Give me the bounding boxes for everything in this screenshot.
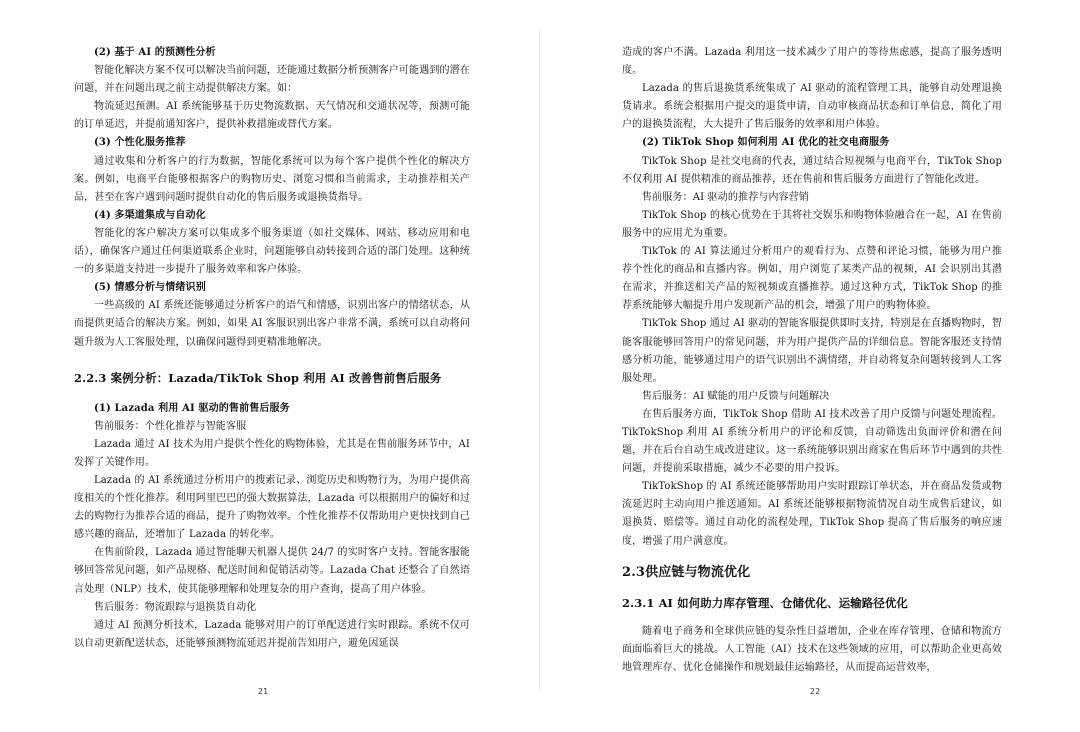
paragraph: TikTok Shop 的核心优势在于其将社交娱乐和购物体验融合在一起，AI 在售前服务中的应用尤为重要。 <box>622 209 1002 239</box>
paragraph: TikTok Shop 是社交电商的代表，通过结合短视频与电商平台，TikTok Shop 不仅利用 AI 提供精准的商品推荐，还在售前和售后服务方面进行了智能化改进。 <box>622 155 1002 185</box>
paragraph: TikTokShop 的 AI 系统还能够帮助用户实时跟踪订单状态，并在商品发货或物流延迟时主动向用户推送通知。AI 系统还能够根据物流情况自动生成售后建议，如退换货、赔偿等。通过自动化的流程处理，TikTok Shop 提高了售后服务的响应速度，增强了用户满意度。 <box>622 481 1002 547</box>
paragraph: 智能化的客户解决方案可以集成多个服务渠道（如社交媒体、网站、移动应用和电话），确保客户通过任何渠道联系企业时，问题能够自动转接到合适的部门处理。这种统一的多渠道支持进一步提升了服务效率和客户体验。 <box>74 227 470 276</box>
right-page-body <box>622 44 1002 677</box>
subheading-multichannel: (4) 多渠道集成与自动化 <box>94 209 206 221</box>
subheading-tiktok-shop: (2) TikTok Shop 如何利用 AI 优化的社交电商服务 <box>642 137 890 149</box>
paragraph: 售前服务：个性化推荐与智能客服 <box>94 420 247 432</box>
paragraph: 通过 AI 预测分析技术，Lazada 能够对用户的订单配送进行实时跟踪。系统不仅可以自动更新配送状态，还能够预测物流延迟并提前告知用户，避免因延误 <box>74 619 470 649</box>
paragraph: 智能化解决方案不仅可以解决当前问题，还能通过数据分析预测客户可能遇到的潜在问题，并在问题出现之前主动提供解决方案。如： <box>74 65 470 95</box>
subheading-lazada: (1) Lazada 利用 AI 驱动的售前售后服务 <box>94 402 290 414</box>
paragraph: 在售后服务方面，TikTok Shop 借助 AI 技术改善了用户反馈与问题处理流程。TikTokShop 利用 AI 系统分析用户的评论和反馈，自动筛选出负面评价和潜在问题，并在后台自动生成改进建议。这一系统能够识别出商家在售后环节中遇到的共性问题，并提前采取措施，减少不必要的用户投诉。 <box>622 408 1002 475</box>
page-number: 22 <box>810 687 821 696</box>
page-number: 21 <box>258 687 269 696</box>
paragraph: Lazada 通过 AI 技术为用户提供个性化的购物体验，尤其是在售前服务环节中，AI 发挥了关键作用。 <box>74 438 470 468</box>
section-heading-2-3-1: 2.3.1 AI 如何助力库存管理、仓储优化、运输路径优化 <box>622 595 908 610</box>
paragraph: 在售前阶段，Lazada 通过智能聊天机器人提供 24/7 的实时客户支持。智能客服能够回答常见问题，如产品规格、配送时间和促销活动等。Lazada Chat 还整合了自然语言处理（NLP）技术，使其能够理解和处理复杂的用户查询，提高了用户体验。 <box>74 547 470 595</box>
right-page <box>540 0 1080 732</box>
paragraph: 售后服务：AI 赋能的用户反馈与问题解决 <box>642 390 830 402</box>
paragraph: 售后服务：物流跟踪与退换货自动化 <box>94 601 257 613</box>
subheading-sentiment-analysis: (5) 情感分析与情绪识别 <box>94 282 206 294</box>
paragraph: 一些高级的 AI 系统还能够通过分析客户的语气和情感，识别出客户的情绪状态，从而提供更适合的解决方案。例如，如果 AI 客服识别出客户非常不满，系统可以自动将问题升级为人工客服处理，以确保问题得到更精准地解决。 <box>74 300 470 348</box>
paragraph: 售前服务：AI 驱动的推荐与内容营销 <box>642 191 810 203</box>
paragraph: TikTok 的 AI 算法通过分析用户的观看行为、点赞和评论习惯，能够为用户推荐个性化的商品和直播内容。例如，用户浏览了某类产品的视频，AI 会识别出其潜在需求，并推送相关产品的短视频或直播推荐。通过这种方式，TikTok Shop 的推荐系统能够大幅提升用户发现新产品的机会，增强了用户的购物体验。 <box>622 246 1002 312</box>
section-heading-2-2-3: 2.2.3 案例分析：Lazada/TikTok Shop 利用 AI 改善售前售后服务 <box>74 370 442 385</box>
paragraph: 通过收集和分析客户的行为数据，智能化系统可以为每个客户提供个性化的解决方案。例如，电商平台能够根据客户的购物历史、浏览习惯和当前需求，主动推荐相关产品，甚至在客户遇到问题时提供自动化的售后服务或退换货指导。 <box>74 155 470 203</box>
subheading-predictive-analysis: (2) 基于 AI 的预测性分析 <box>94 47 216 58</box>
paragraph-continued: 造成的客户不满。Lazada 利用这一技术减少了用户的等待焦虑感，提高了服务透明度。 <box>622 47 1002 77</box>
section-heading-2-3: 2.3供应链与物流优化 <box>622 564 751 580</box>
paragraph: Lazada 的 AI 系统通过分析用户的搜索记录、浏览历史和购物行为，为用户提供高度相关的个性化推荐。利用阿里巴巴的强大数据算法，Lazada 可以根据用户的偏好和过去的购物行为推荐合适的商品，提升了购物效率。个性化推荐不仅帮助用户更快找到自己感兴趣的商品，还增加了 Lazada 的转化率。 <box>74 474 470 541</box>
subheading-personalized-service: (3) 个性化服务推荐 <box>94 137 186 149</box>
paragraph: 随着电子商务和全球供应链的复杂性日益增加，企业在库存管理、仓储和物流方面面临着巨大的挑战。人工智能（AI）技术在这些领域的应用，可以帮助企业更高效地管理库存、优化仓储操作和规划最佳运输路径，从而提高运营效率， <box>622 625 1002 673</box>
paragraph: TikTok Shop 通过 AI 驱动的智能客服提供即时支持，特别是在直播购物时，智能客服能够回答用户的常见问题，并为用户提供产品的详细信息。智能客服还支持情感分析功能，能够通过用户的语气识别出不满情绪，并自动将复杂问题转接到人工客服处理。 <box>622 318 1002 384</box>
paragraph: 物流延迟预测。AI 系统能够基于历史物流数据、天气情况和交通状况等，预测可能的订单延迟，并提前通知客户，提供补救措施或替代方案。 <box>74 101 470 131</box>
left-page-body <box>74 44 470 653</box>
paragraph: Lazada 的售后退换货系统集成了 AI 驱动的流程管理工具，能够自动处理退换货请求。系统会根据用户提交的退货申请，自动审核商品状态和订单信息，简化了用户的退换货流程，大大提升了售后服务的效率和用户体验。 <box>622 83 1002 131</box>
